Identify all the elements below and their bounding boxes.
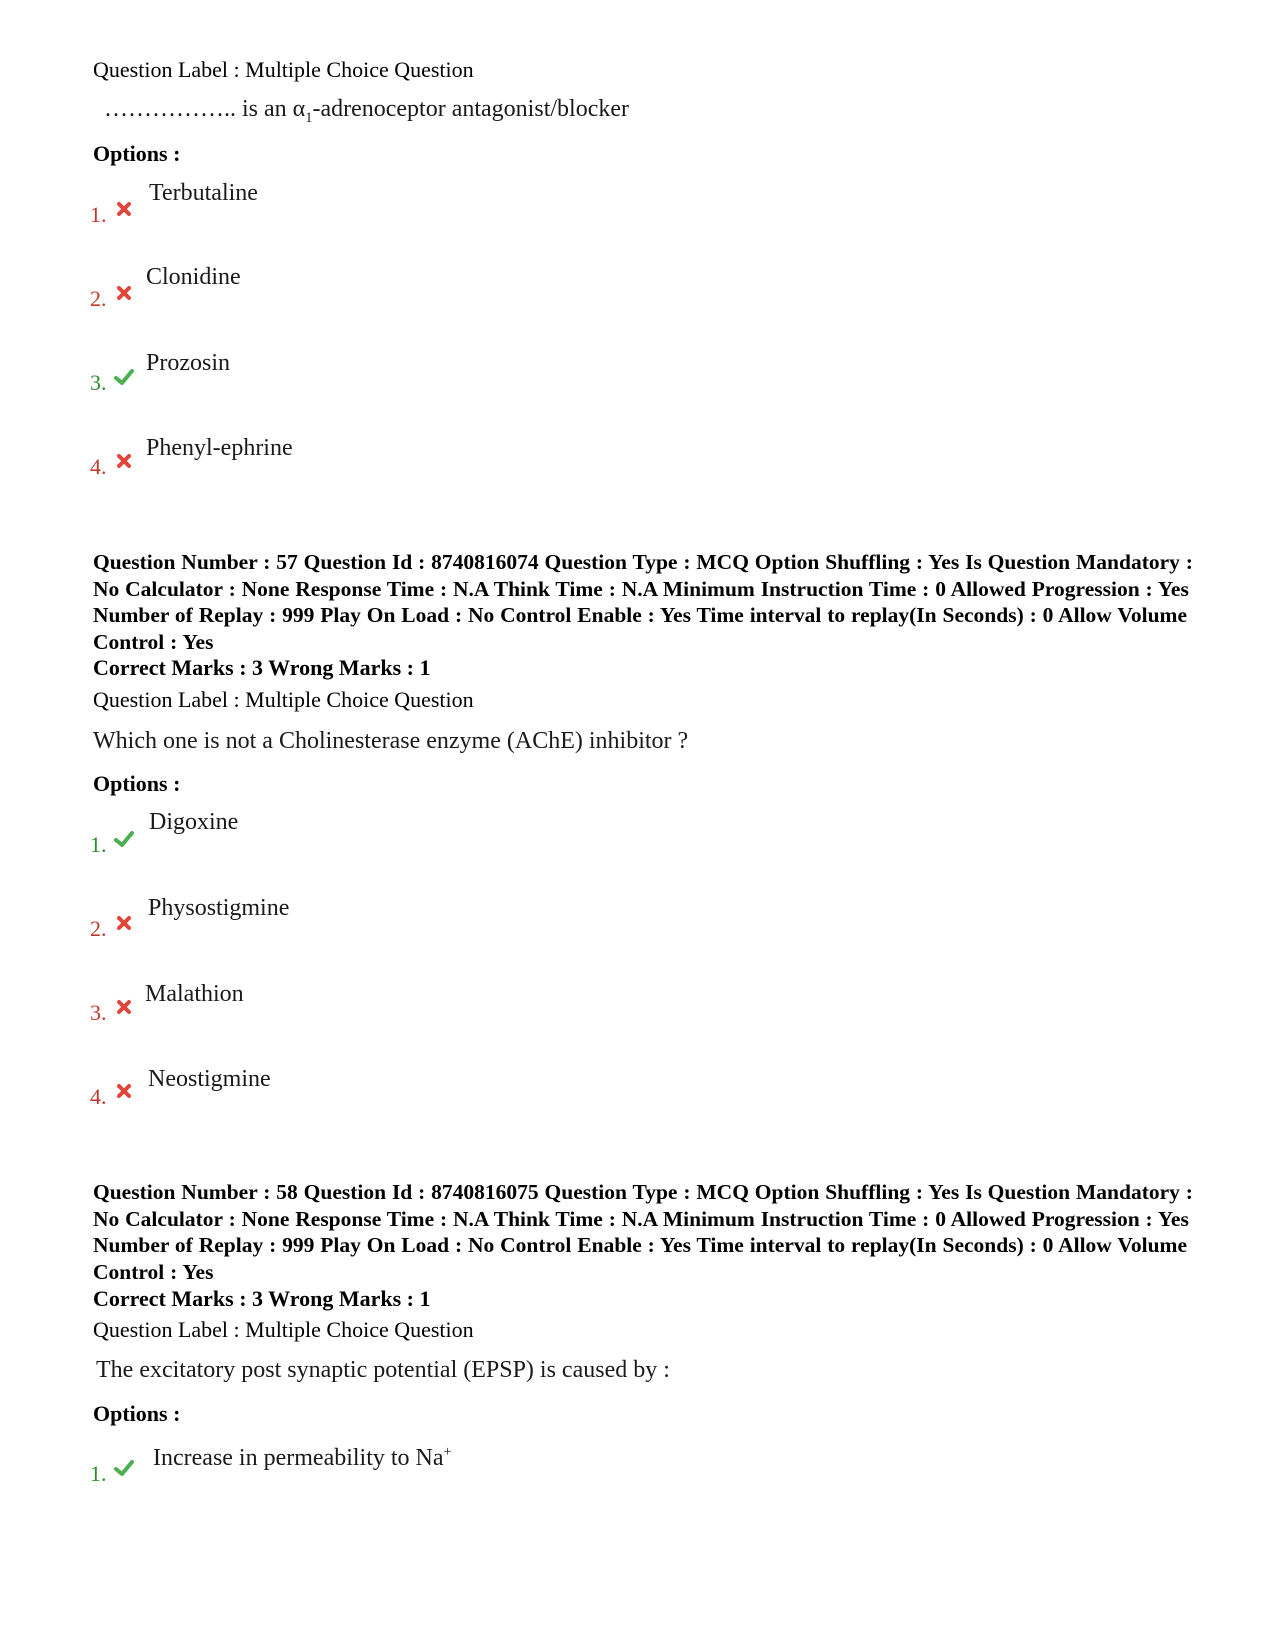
check-icon (113, 366, 135, 388)
cross-icon (113, 1080, 135, 1102)
option-number: 3. (90, 1000, 107, 1025)
question-meta: Question Number : 57 Question Id : 8740816074 Question Type : MCQ Option Shuffling : Yes Is Question Mandatory : No Calculator : None Response Time : N.A Think Time : N.A Minimum Instruction Time : 0 Allowed Progression : Yes Number of Replay : 999 Play On Load : No Control Enable : Yes Time interval to replay(In Seconds) : 0 Allow Volume Control : Yes (93, 550, 1193, 654)
option-number: 2. (90, 286, 107, 311)
stem-blank: …………….. (104, 96, 236, 122)
cross-icon (113, 198, 135, 220)
option-number: 1. (90, 832, 107, 857)
option-text: Clonidine (146, 264, 241, 290)
question-meta: Question Number : 58 Question Id : 8740816075 Question Type : MCQ Option Shuffling : Yes Is Question Mandatory : No Calculator : None Response Time : N.A Think Time : N.A Minimum Instruction Time : 0 Allowed Progression : Yes Number of Replay : 999 Play On Load : No Control Enable : Yes Time interval to replay(In Seconds) : 0 Allow Volume Control : Yes (93, 1180, 1193, 1284)
cross-icon (113, 282, 135, 304)
question-label: Question Label : Multiple Choice Question (93, 57, 474, 82)
option-text (153, 1437, 452, 1473)
stem-alpha: α (292, 96, 306, 122)
check-icon (113, 1457, 135, 1479)
option-text: Physostigmine (148, 895, 290, 921)
option-number: 4. (90, 454, 107, 479)
cross-icon (113, 996, 135, 1018)
option-number: 2. (90, 916, 107, 941)
question-stem: Which one is not a Cholinesterase enzyme (AChE) inhibitor ? (93, 728, 689, 754)
options-heading: Options : (93, 141, 181, 166)
options-heading: Options : (93, 1401, 181, 1426)
marks-line: Correct Marks : 3 Wrong Marks : 1 (93, 1286, 431, 1311)
option-text: Malathion (145, 981, 244, 1007)
option-number: 1. (90, 1461, 107, 1486)
stem-middle: is an (236, 96, 293, 122)
cross-icon (113, 912, 135, 934)
question-label: Question Label : Multiple Choice Question (93, 1317, 474, 1342)
option-text: Digoxine (149, 809, 239, 835)
cross-icon (113, 450, 135, 472)
option-superscript: + (443, 1444, 452, 1460)
option-text: Neostigmine (148, 1066, 271, 1092)
question-label: Question Label : Multiple Choice Question (93, 687, 474, 712)
option-number: 3. (90, 370, 107, 395)
question-stem: The excitatory post synaptic potential (EPSP) is caused by : (96, 1357, 670, 1383)
options-heading: Options : (93, 771, 181, 796)
question-stem (104, 94, 629, 133)
option-text: Terbutaline (149, 180, 258, 206)
option-text: Phenyl-ephrine (146, 435, 293, 461)
option-number: 1. (90, 202, 107, 227)
check-icon (113, 828, 135, 850)
option-number: 4. (90, 1084, 107, 1109)
option-text-main: Increase in permeability to Na (153, 1445, 444, 1471)
option-text: Prozosin (146, 350, 230, 376)
stem-suffix: -adrenoceptor antagonist/blocker (312, 96, 629, 122)
stem-subscript: 1 (305, 109, 313, 126)
marks-line: Correct Marks : 3 Wrong Marks : 1 (93, 655, 431, 680)
